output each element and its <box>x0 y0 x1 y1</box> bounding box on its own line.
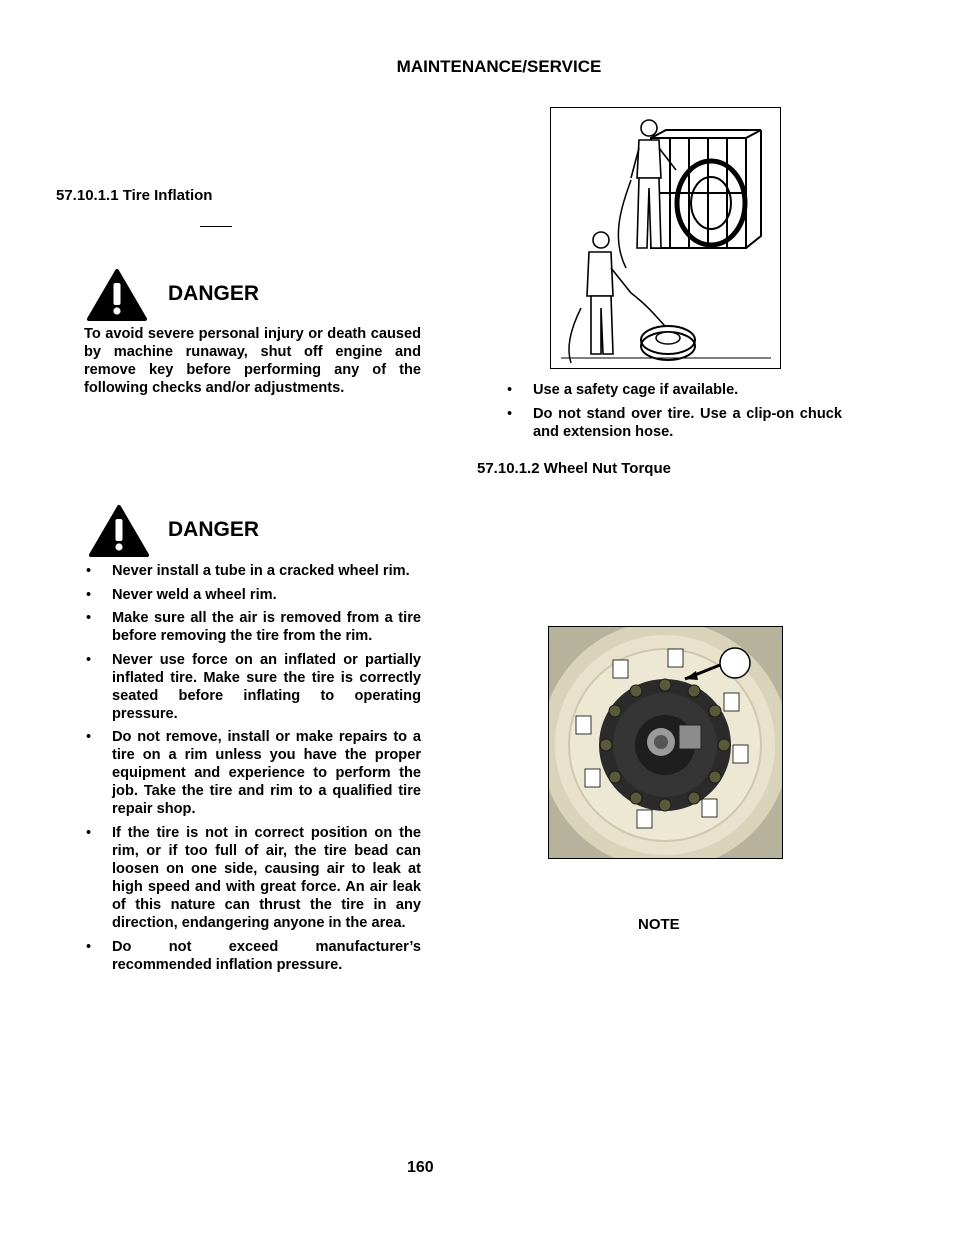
safety-cage-drawing <box>551 108 781 369</box>
danger-warning-icon <box>88 504 150 563</box>
danger-title: DANGER <box>168 518 260 541</box>
note-label: NOTE <box>638 916 680 933</box>
list-item: • Use a safety cage if available. <box>505 381 842 399</box>
list-item: • Never weld a wheel rim. <box>84 586 421 604</box>
section-title: Tire Inflation <box>122 187 213 204</box>
danger-list <box>84 562 421 974</box>
section-heading-tire-inflation <box>56 187 212 204</box>
underline-rule <box>200 226 232 227</box>
list-item: • Make sure all the air is removed from a tire before removing the tire from the rim. <box>84 609 421 645</box>
wheel-hub-photo <box>548 626 783 859</box>
page-number: 160 <box>407 1159 434 1176</box>
inflation-tips-list <box>505 381 842 441</box>
list-item: • If the tire is not in correct position on the rim, or if too full of air, the tire bead can loosen on one side, causing air to leak at high speed and with great force. An air leak of this nature can thrust the tire in any direction, endangering anyone in the area. <box>84 824 421 932</box>
section-number: 57.10.1.2 <box>477 460 540 477</box>
wheel-hub-drawing <box>549 627 783 859</box>
tire-inflation-illustration <box>550 107 781 369</box>
danger-title: DANGER <box>168 282 260 305</box>
page-header: MAINTENANCE/SERVICE <box>396 57 602 76</box>
section-heading-wheel-nut-torque <box>477 460 671 477</box>
list-item: • Do not stand over tire. Use a clip-on chuck and extension hose. <box>505 405 842 441</box>
list-item: • Do not remove, install or make repairs to a tire on a rim unless you have the proper equipment and experience to perform the job. Take the tire and rim to a qualified tire repair shop. <box>84 728 421 818</box>
list-item: • Do not exceed manufacturer’s recommended inflation pressure. <box>84 938 421 974</box>
list-item: • Never use force on an inflated or partially inflated tire. Make sure the tire is correctly seated before inflating to operating pressure. <box>84 651 421 723</box>
list-item: • Never install a tube in a cracked wheel rim. <box>84 562 421 580</box>
section-number: 57.10.1.1 <box>56 187 119 204</box>
section-title: Wheel Nut Torque <box>543 460 671 477</box>
danger-warning-icon <box>86 268 148 327</box>
danger-text: To avoid severe personal injury or death caused by machine runaway, shut off engine and remove key before performing any of the following checks and/or adjustments. <box>84 326 421 396</box>
